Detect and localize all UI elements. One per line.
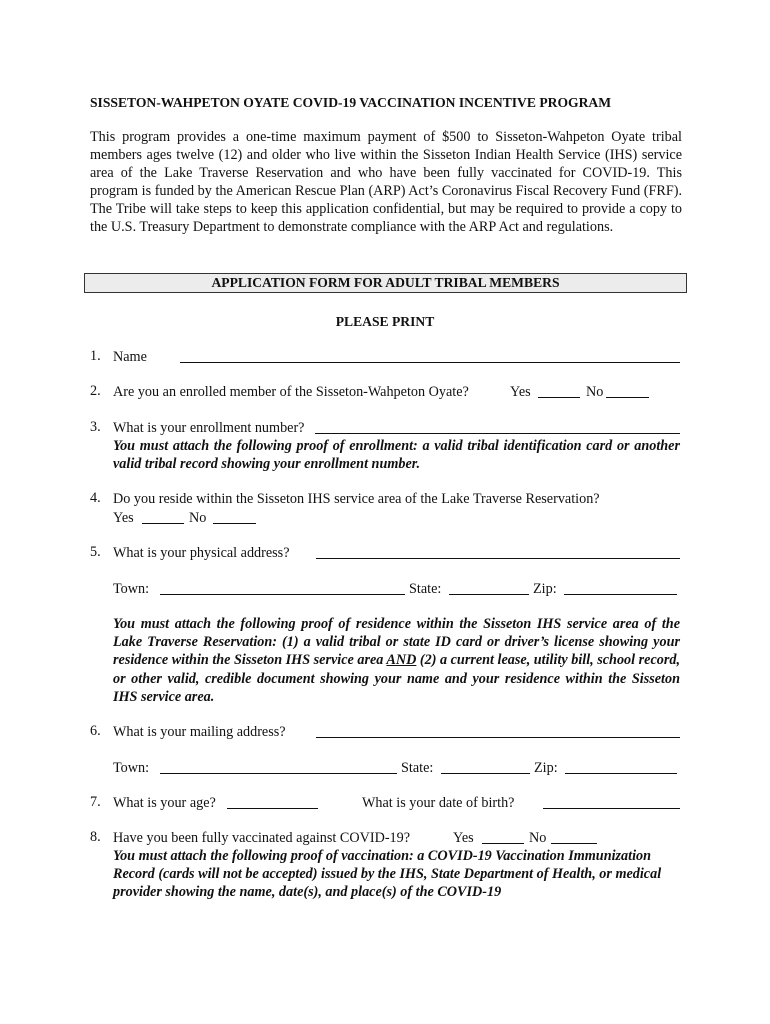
q6-number: 6. xyxy=(90,723,101,739)
q8-vaccination-proof-note: You must attach the following proof of vaccination: a COVID-19 Vaccination Immunization Record (cards will not be accepted) issued by the IHS, State Department of Health, or medical provider showing the name, date(s), and place(s) of the COVID-19 xyxy=(113,848,662,901)
form-heading: APPLICATION FORM FOR ADULT TRIBAL MEMBERS xyxy=(84,273,687,293)
q6-town-field[interactable] xyxy=(160,773,397,774)
q6-town-label: Town: xyxy=(113,760,150,776)
q4-number: 4. xyxy=(90,490,101,506)
enrollment-number-field[interactable] xyxy=(315,433,680,434)
q8-yes-field[interactable] xyxy=(482,843,524,844)
q1-label: Name xyxy=(113,349,147,365)
q6-label: What is your mailing address? xyxy=(113,724,286,740)
q2-yes-label: Yes xyxy=(510,384,531,400)
q6-zip-field[interactable] xyxy=(565,773,677,774)
age-field[interactable] xyxy=(227,808,318,809)
q5-zip-field[interactable] xyxy=(564,594,677,595)
q2-number: 2. xyxy=(90,383,101,399)
q1-number: 1. xyxy=(90,348,101,364)
q2-label: Are you an enrolled member of the Sisseton-Wahpeton Oyate? xyxy=(113,384,469,400)
q4-no-field[interactable] xyxy=(213,523,256,524)
program-description: This program provides a one-time maximum payment of $500 to Sisseton-Wahpeton Oyate tribal members ages twelve (12) and older who live within the Sisseton Indian Health Service (IHS) service area of the Lake Traverse Reservation and who have been fully vaccinated for COVID-19. This program is funded by the American Rescue Plan (ARP) Act’s Coronavirus Fiscal Recovery Fund (FRF). The Tribe will take steps to keep this application confidential, but may be required to provide a copy to the U.S. Treasury Department to demonstrate compliance with the ARP Act and regulations. xyxy=(90,129,682,236)
q7-number: 7. xyxy=(90,794,101,810)
q8-no-field[interactable] xyxy=(551,843,597,844)
q6-state-field[interactable] xyxy=(441,773,530,774)
q5-number: 5. xyxy=(90,544,101,560)
q5-town-label: Town: xyxy=(113,581,150,597)
name-field[interactable] xyxy=(180,362,680,363)
q4-no-label: No xyxy=(189,510,207,526)
q8-no-label: No xyxy=(529,830,547,846)
q8-number: 8. xyxy=(90,829,101,845)
q3-enrollment-proof-note: You must attach the following proof of enrollment: a valid tribal identification card or another valid tribal record showing your enrollment number. xyxy=(113,438,680,473)
q3-label: What is your enrollment number? xyxy=(113,420,305,436)
q4-yes-label: Yes xyxy=(113,510,134,526)
q5-state-field[interactable] xyxy=(449,594,529,595)
q7-label: What is your age? xyxy=(113,795,216,811)
q2-no-field[interactable] xyxy=(606,397,649,398)
document-title: SISSETON-WAHPETON OYATE COVID-19 VACCINATION INCENTIVE PROGRAM xyxy=(90,95,612,110)
q8-label: Have you been fully vaccinated against COVID-19? xyxy=(113,830,411,846)
q3-number: 3. xyxy=(90,419,101,435)
q6-state-label: State: xyxy=(401,760,434,776)
mailing-address-field[interactable] xyxy=(316,737,680,738)
q5-note-and: AND xyxy=(386,652,417,669)
q8-yes-label: Yes xyxy=(453,830,474,846)
q5-zip-label: Zip: xyxy=(533,581,557,597)
q2-no-label: No xyxy=(586,384,604,400)
q5-label: What is your physical address? xyxy=(113,545,290,561)
please-print-instruction: PLEASE PRINT xyxy=(335,314,435,329)
q5-residence-proof-note xyxy=(113,615,680,706)
q5-state-label: State: xyxy=(409,581,442,597)
date-of-birth-field[interactable] xyxy=(543,808,680,809)
q5-town-field[interactable] xyxy=(160,594,405,595)
q2-yes-field[interactable] xyxy=(538,397,580,398)
q5-note-part-1: You must attach the following proof of residence within the Sisseton IHS service area of the Lake Traverse Reservation: (1) a valid tribal or state ID card or driver’s license showing your residence within the Sisseton IHS service area xyxy=(113,616,680,669)
q4-yes-field[interactable] xyxy=(142,523,184,524)
q5-note-part-2: (2) a current lease, utility bill, school record, or other valid, credible document showing your name and your residence within the Sisseton IHS service area. xyxy=(113,652,680,705)
physical-address-field[interactable] xyxy=(316,558,680,559)
q4-label: Do you reside within the Sisseton IHS service area of the Lake Traverse Reservation? xyxy=(113,491,600,507)
q6-zip-label: Zip: xyxy=(534,760,558,776)
q7-dob-label: What is your date of birth? xyxy=(362,795,515,811)
